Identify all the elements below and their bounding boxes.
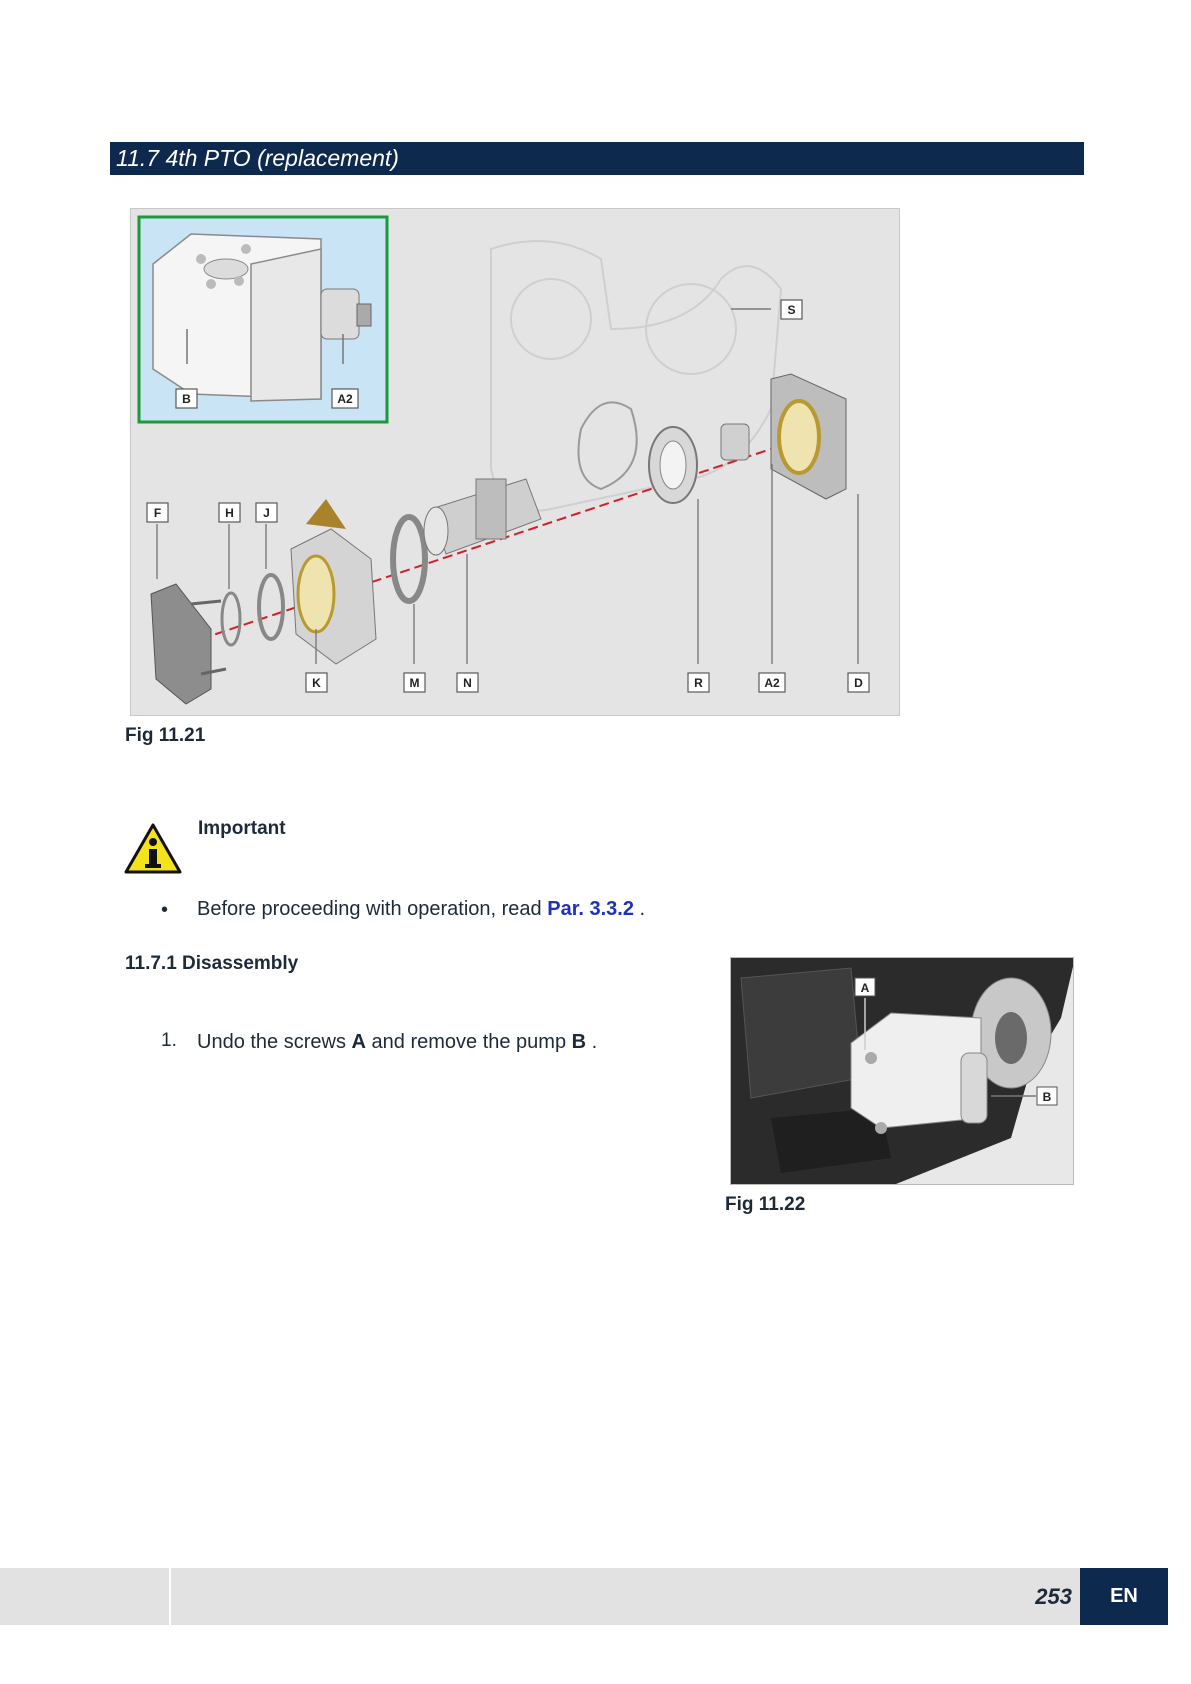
figure2-caption: Fig 11.22 bbox=[725, 1194, 806, 1215]
callout-photo-A: A bbox=[860, 981, 870, 995]
figure-pump-photo bbox=[730, 957, 1074, 1185]
page-number: 253 bbox=[1035, 1584, 1072, 1609]
callout-S: S bbox=[787, 303, 796, 317]
callout-N: N bbox=[463, 676, 472, 690]
section-title: 11.7 4th PTO (replacement) bbox=[110, 142, 1084, 175]
subsection-title: 11.7.1 Disassembly bbox=[125, 953, 299, 974]
callout-R: R bbox=[694, 676, 703, 690]
callout-J: J bbox=[263, 506, 270, 520]
part-bearing-R bbox=[649, 427, 697, 503]
warning-info-icon bbox=[124, 822, 182, 874]
bullet-dot: • bbox=[161, 899, 169, 921]
callout-H: H bbox=[225, 506, 234, 520]
callout-A2-inset: A2 bbox=[337, 392, 353, 406]
callout-K: K bbox=[312, 676, 321, 690]
pump-photo-drawing bbox=[731, 958, 1074, 1185]
step-ref-a: A bbox=[351, 1031, 366, 1053]
part-ring-J bbox=[259, 575, 283, 639]
part-shim-M bbox=[393, 517, 425, 601]
part-ring-H bbox=[222, 593, 240, 645]
figure1-caption: Fig 11.21 bbox=[125, 725, 206, 746]
footer-bar bbox=[0, 1568, 1080, 1625]
language-badge: EN bbox=[1080, 1568, 1168, 1625]
callout-B: B bbox=[182, 392, 191, 406]
figure-exploded-pto bbox=[130, 208, 900, 716]
callout-photo-B: B bbox=[1042, 1090, 1052, 1104]
part-shaft-N bbox=[424, 479, 541, 555]
step-number: 1. bbox=[161, 1030, 177, 1051]
step-text bbox=[197, 1031, 597, 1054]
bullet-text: Before proceeding with operation, read bbox=[197, 898, 548, 920]
part-cover-F bbox=[151, 584, 226, 704]
important-title: Important bbox=[198, 818, 286, 839]
callout-A2: A2 bbox=[764, 676, 780, 690]
footer-divider bbox=[169, 1568, 171, 1625]
par-link[interactable]: Par. 3.3.2 bbox=[547, 898, 634, 920]
step-text-1: Undo the screws bbox=[197, 1031, 352, 1053]
part-bushing-A2 bbox=[721, 424, 749, 460]
part-housing-K bbox=[291, 499, 376, 664]
callout-M: M bbox=[409, 676, 420, 690]
step-text-3: . bbox=[586, 1031, 598, 1053]
step-ref-b: B bbox=[571, 1031, 587, 1053]
part-flange-D bbox=[771, 374, 846, 499]
bullet-end: . bbox=[633, 898, 646, 920]
ghost-housing bbox=[491, 241, 781, 511]
step-text-2: and remove the pump bbox=[365, 1031, 572, 1053]
callout-F: F bbox=[153, 506, 162, 520]
important-bullet bbox=[197, 898, 645, 921]
callout-D: D bbox=[854, 676, 863, 690]
exploded-drawing bbox=[131, 209, 901, 717]
